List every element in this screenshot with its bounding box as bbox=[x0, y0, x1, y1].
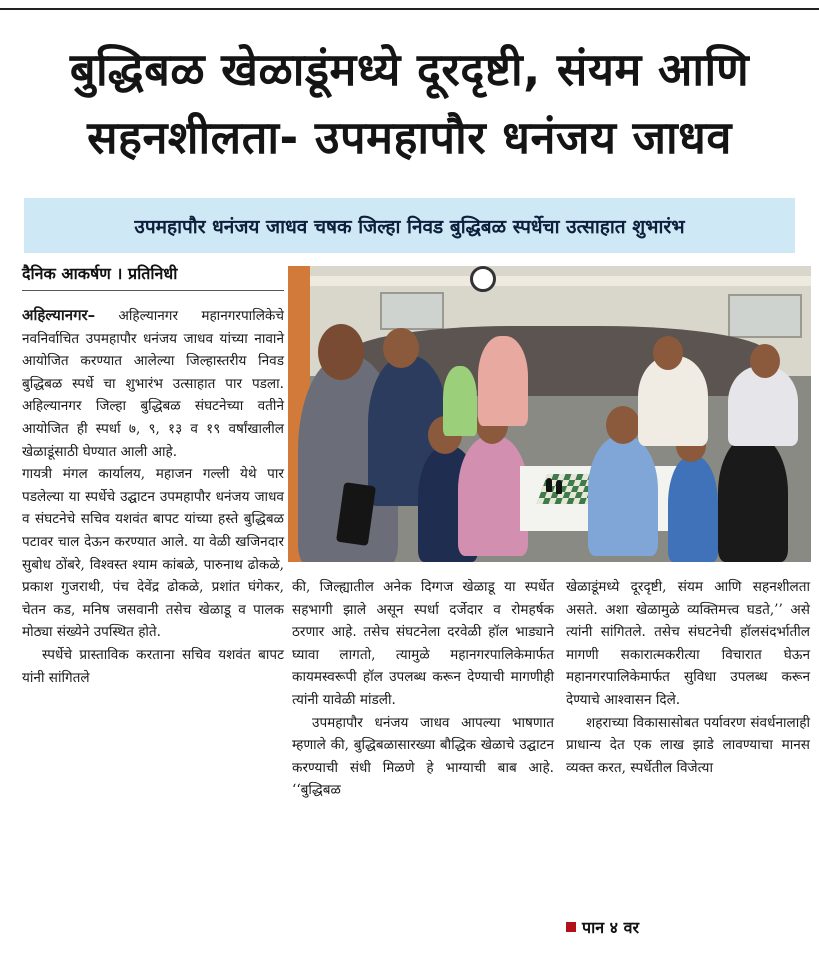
column-3 bbox=[566, 576, 810, 779]
subheadline: उपमहापौर धनंजय जाधव चषक जिल्हा निवड बुद्धिबळ स्पर्धेचा उत्साहात शुभारंभ bbox=[24, 198, 795, 253]
photo-head bbox=[653, 336, 683, 370]
paragraph bbox=[22, 304, 284, 463]
photo-window bbox=[728, 294, 802, 338]
square-icon bbox=[566, 922, 576, 932]
photo-person bbox=[458, 436, 528, 556]
paragraph: स्पर्धेचे प्रास्ताविक करताना सचिव यशवंत बापट यांनी सांगितले bbox=[22, 646, 284, 686]
headline-line-2: सहनशीलता- उपमहापौर धनंजय जाधव bbox=[87, 111, 732, 164]
photo-head bbox=[318, 324, 364, 380]
paragraph-text: अहिल्यानगर महानगरपालिकेचे नवनिर्वाचित उपमहापौर धनंजय जाधव यांच्या नावाने आयोजित करण्यात आलेल्या जिल्हास्तरीय निवड बुद्धिबळ स्पर्धे चा शुभारंभ उत्साहात पार पडला. अहिल्यानगर जिल्हा बुद्धिबळ संघटनेच्या वतीने आयोजित ही स्पर्धा ७, ९, १३ व १९ वर्षांखालील खेळाडूंसाठी घेण्यात आली आहे. bbox=[22, 308, 285, 460]
clock-icon bbox=[470, 266, 496, 292]
byline: दैनिक आकर्षण । प्रतिनिधी bbox=[22, 262, 284, 291]
photo-head bbox=[606, 406, 640, 444]
top-rule bbox=[0, 8, 819, 10]
paragraph: शहराच्या विकासासोबत पर्यावरण संवर्धनालाही प्राधान्य देत एक लाख झाडे लावण्याचा मानस व्यक्त करत, स्पर्धेतील विजेत्या bbox=[566, 714, 810, 776]
photo-person bbox=[638, 356, 708, 446]
photo-head bbox=[750, 344, 780, 378]
photo-person bbox=[668, 456, 718, 562]
photo-window bbox=[380, 292, 444, 330]
column-1 bbox=[22, 304, 284, 689]
paragraph: उपमहापौर धनंजय जाधव आपल्या भाषणात म्हणाले की, बुद्धिबळासारख्या बौद्धिक खेळाचे उद्घाटन करण्याची संधी मिळणे हे भाग्याची बाब आहे. ‘‘बुद्धिबळ bbox=[292, 714, 554, 799]
chess-piece bbox=[556, 480, 562, 494]
continued-marker[interactable] bbox=[566, 916, 639, 938]
chess-event-photo bbox=[288, 266, 811, 562]
chess-piece bbox=[546, 478, 552, 492]
photo-person bbox=[588, 436, 658, 556]
paragraph: खेळाडूंमध्ये दूरदृष्टी, संयम आणि सहनशीलता असते. अशा खेळामुळे व्यक्तिमत्त्व घडते,’’ असे त्यांनी सांगितले. तसेच संघटनेची हॉलसंदर्भातील मागणी सकारात्मकरीत्या विचारात घेऊन महानगरपालिकेमार्फत सुविधा उपलब्ध करून देण्याचे आश्वासन दिले. bbox=[566, 579, 810, 708]
photo-person bbox=[443, 366, 477, 436]
headline bbox=[0, 36, 819, 172]
photo-person bbox=[718, 436, 788, 562]
continued-label: पान ४ वर bbox=[582, 918, 640, 937]
photo-beam bbox=[288, 276, 811, 286]
paragraph: की, जिल्ह्यातील अनेक दिग्गज खेळाडू या स्पर्धेत सहभागी झाले असून स्पर्धा दर्जेदार व रोमहर्षक ठरणार आहे. तसेच संघटनेला दरवेळी हॉल भाड्याने घ्यावा लागतो, त्यामुळे महानगरपालिकेमार्फत कायमस्वरूपी हॉल उपलब्ध करून देण्याची मागणीही त्यांनी यावेळी मांडली. bbox=[292, 579, 554, 708]
photo-person bbox=[728, 366, 798, 446]
photo-head bbox=[383, 328, 419, 368]
column-2 bbox=[292, 576, 554, 802]
paragraph: गायत्री मंगल कार्यालय, महाजन गल्ली येथे पार पडलेल्या या स्पर्धेचे उद्घाटन उपमहापौर धनंजय जाधव व संघटनेचे सचिव यशवंत बापट यांच्या हस्ते बुद्धिबळ पटावर चाल देऊन करण्यात आले. या वेळी खजिनदार सुबोध ठोंबरे, विश्वस्त श्याम कांबळे, पारुनाथ ढोकळे, प्रकाश गुजराथी, पंच देवेंद्र ढोकळे, प्रशांत घंगेकर, चेतन कड, मनिष जसवानी तसेच खेळाडू व पालक मोठ्या संख्येने उपस्थित होते. bbox=[22, 466, 284, 641]
headline-line-1: बुद्धिबळ खेळाडूंमध्ये दूरदृष्टी, संयम आणि bbox=[69, 43, 750, 96]
dateline: अहिल्यानगर– bbox=[22, 306, 96, 324]
photo-person bbox=[478, 336, 528, 426]
